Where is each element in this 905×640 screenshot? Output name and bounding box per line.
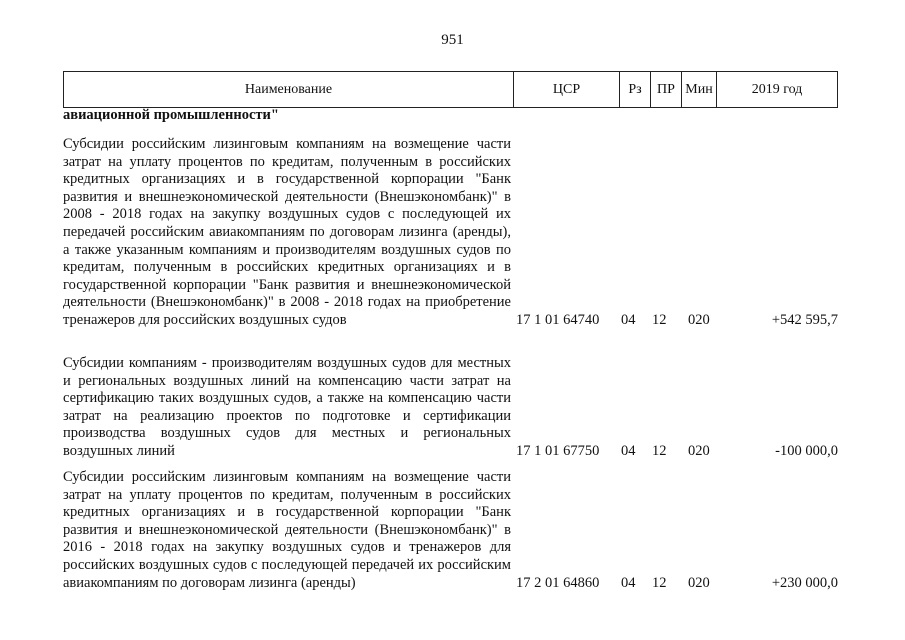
row-rz: 04 — [621, 442, 636, 459]
page-number: 951 — [441, 32, 464, 48]
row-description: Субсидии российским лизинговым компаниям на возмещение части затрат на уплату процентов по кредитам, полученным в российских кредитных организациях и в государственной корпорации "Банк развития и внешнеэкономической деятельности (Внешэкономбанк)" в 2008 - 2018 годах на закупку воздушных судов с последующей их передачей российским авиакомпаниям по договорам лизинга (аренды), а также указанным компаниям и производителям воздушных судов по кредитам, полученным в российских кредитных организациях и в государственной корпорации "Банк развития и внешнеэкономической деятельности (Внешэкономбанк)" в 2008 - 2018 годах на приобретение тренажеров для российских воздушных судов — [63, 136, 511, 328]
row-csr: 17 2 01 64860 — [516, 574, 600, 591]
row-min: 020 — [688, 574, 710, 591]
header-rz: Рз — [620, 72, 651, 107]
row-description: Субсидии российским лизинговым компаниям на возмещение части затрат на уплату процентов по кредитам, полученным в российских кредитных организациях и в государственной корпорации "Банк развития и внешнеэкономической деятельности (Внешэкономбанк)" в 2016 - 2018 годах на закупку воздушных судов и тренажеров для российских воздушных судов с последующей передачей их российским авиакомпаниям по договорам лизинга (аренды) — [63, 469, 511, 591]
header-year: 2019 год — [751, 82, 803, 97]
row-amount: +230 000,0 — [771, 574, 838, 591]
table-row — [63, 469, 838, 592]
row-pr: 12 — [652, 574, 667, 591]
row-pr: 12 — [652, 442, 667, 459]
row-amount: +542 595,7 — [771, 311, 838, 328]
row-min: 020 — [688, 442, 710, 459]
table-row — [63, 136, 838, 330]
row-csr: 17 1 01 67750 — [516, 442, 600, 459]
header-csr: ЦСР — [514, 72, 620, 107]
row-min: 020 — [688, 311, 710, 328]
row-pr: 12 — [652, 311, 667, 328]
header-pr: ПР — [651, 72, 682, 107]
table-row — [63, 355, 838, 461]
table-header — [63, 71, 838, 108]
row-csr: 17 1 01 64740 — [516, 311, 600, 328]
row-amount: -100 000,0 — [775, 442, 838, 459]
header-min: Мин — [682, 72, 717, 107]
section-title: авиационной промышленности" — [63, 107, 279, 123]
header-name: Наименование — [64, 72, 514, 107]
row-rz: 04 — [621, 574, 636, 591]
row-description: Субсидии компаниям - производителям воздушных судов для местных и региональных воздушных линий на компенсацию части затрат на сертификацию таких воздушных судов, а также на компенсацию части затрат на реализацию проектов по подготовке и сертификации производства воздушных судов для местных и региональных воздушных линий — [63, 355, 511, 459]
row-rz: 04 — [621, 311, 636, 328]
